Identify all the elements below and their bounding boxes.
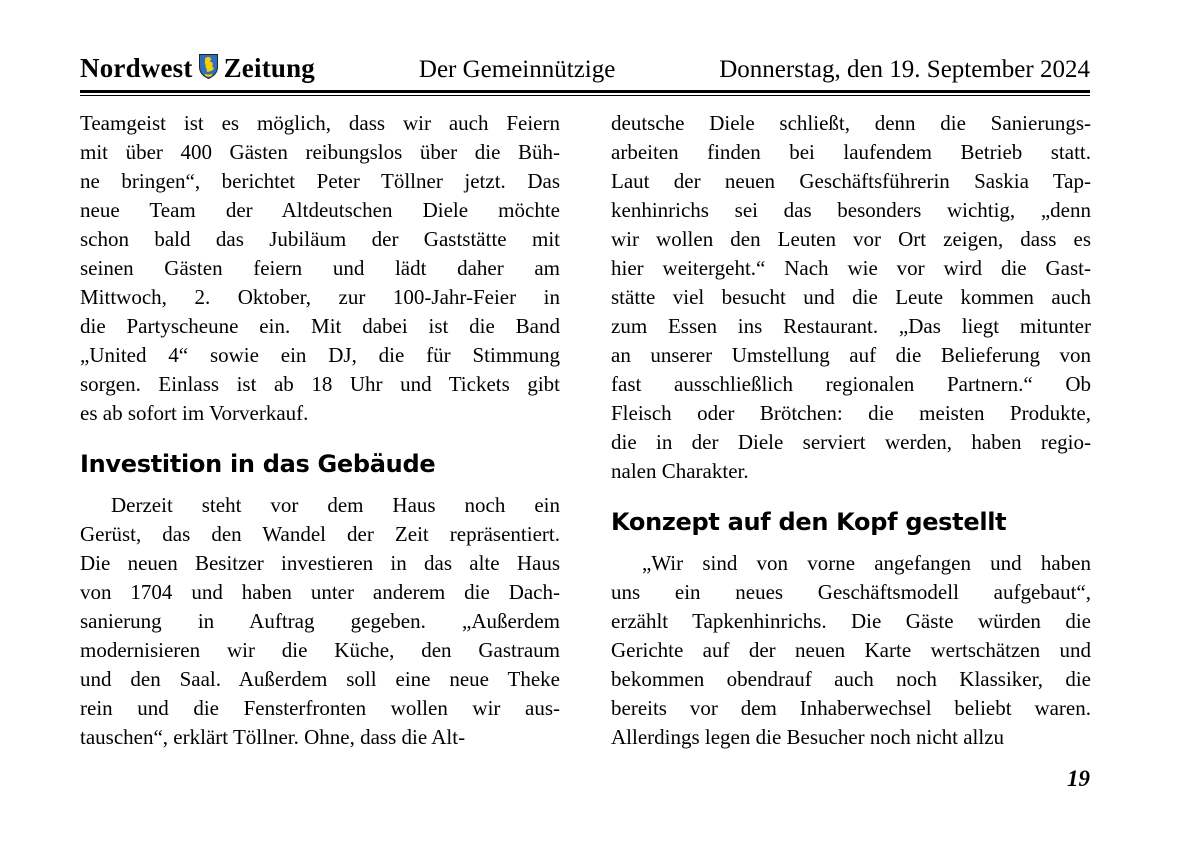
text-line: seinen Gästen feiern und lädt daher am xyxy=(80,256,560,280)
text-line: Mittwoch, 2. Oktober, zur 100-Jahr-Feier in xyxy=(80,285,560,309)
text-line: und den Saal. Außerdem soll eine neue Theke xyxy=(80,667,560,691)
text-line: sanierung in Auftrag gegeben. „Außerdem xyxy=(80,609,560,633)
page-number: 19 xyxy=(1067,766,1090,791)
text-line: deutsche Diele schließt, denn die Sanierungs- xyxy=(611,111,1091,135)
text-line: ne bringen“, berichtet Peter Töllner jetzt. Das xyxy=(80,169,560,193)
masthead-right: Zeitung xyxy=(223,53,316,83)
text-line: bereits vor dem Inhaberwechsel beliebt waren. xyxy=(611,696,1091,720)
section-heading: Investition in das Gebäude xyxy=(80,450,436,478)
paragraph xyxy=(80,491,560,752)
text-line: fast ausschließlich regionalen Partnern.“ Ob xyxy=(611,372,1091,396)
masthead xyxy=(80,50,315,84)
text-line: erzählt Tapkenhinrichs. Die Gäste würden die xyxy=(611,609,1091,633)
paragraph xyxy=(611,109,1091,486)
header-date: Donnerstag, den 19. September 2024 xyxy=(719,56,1090,83)
text-line: die in der Diele serviert werden, haben regio- xyxy=(611,430,1091,454)
text-line: schon bald das Jubiläum der Gaststätte mit xyxy=(80,227,560,251)
text-line: rein und die Fensterfronten wollen wir aus- xyxy=(80,696,560,720)
section-heading: Konzept auf den Kopf gestellt xyxy=(611,508,1007,536)
text-line: die Partyscheune ein. Mit dabei ist die Band xyxy=(80,314,560,338)
text-line: Teamgeist ist es möglich, dass wir auch Feiern xyxy=(80,111,560,135)
article-columns xyxy=(80,109,1090,752)
column-right xyxy=(611,109,1091,752)
text-line: „United 4“ sowie ein DJ, die für Stimmung xyxy=(80,343,560,367)
page-header xyxy=(80,50,1090,84)
text-line: Gerichte auf der neuen Karte wertschätzen und xyxy=(611,638,1091,662)
paragraph xyxy=(611,549,1091,752)
coat-of-arms-crest-icon xyxy=(198,53,219,87)
text-line: „Wir sind von vorne angefangen und haben xyxy=(642,551,1091,575)
text-line: Gerüst, das den Wandel der Zeit repräsentiert. xyxy=(80,522,560,546)
paragraph xyxy=(80,109,560,428)
text-line: sorgen. Einlass ist ab 18 Uhr und Tickets gibt xyxy=(80,372,560,396)
text-line: modernisieren wir die Küche, den Gastraum xyxy=(80,638,560,662)
text-line: neue Team der Altdeutschen Diele möchte xyxy=(80,198,560,222)
column-left xyxy=(80,109,560,752)
text-line: bekommen obendrauf auch noch Klassiker, die xyxy=(611,667,1091,691)
text-line: uns ein neues Geschäftsmodell aufgebaut“, xyxy=(611,580,1091,604)
header-divider-rule xyxy=(80,90,1090,96)
text-line: Laut der neuen Geschäftsführerin Saskia Tap- xyxy=(611,169,1091,193)
text-line: Allerdings legen die Besucher noch nicht allzu xyxy=(611,725,1005,749)
text-line: wir wollen den Leuten vor Ort zeigen, dass es xyxy=(611,227,1091,251)
text-line: es ab sofort im Vorverkauf. xyxy=(80,401,309,425)
text-line: zum Essen ins Restaurant. „Das liegt mitunter xyxy=(611,314,1091,338)
text-line: stätte viel besucht und die Leute kommen auch xyxy=(611,285,1091,309)
text-line: nalen Charakter. xyxy=(611,459,749,483)
text-line: mit über 400 Gästen reibungslos über die Büh- xyxy=(80,140,560,164)
text-line: hier weitergeht.“ Nach wie vor wird die Gast- xyxy=(611,256,1091,280)
text-line: tauschen“, erklärt Töllner. Ohne, dass die Alt- xyxy=(80,725,466,749)
text-line: kenhinrichs sei das besonders wichtig, „denn xyxy=(611,198,1091,222)
text-line: von 1704 und haben unter anderem die Dach- xyxy=(80,580,560,604)
text-line: Fleisch oder Brötchen: die meisten Produkte, xyxy=(611,401,1091,425)
masthead-left: Nordwest xyxy=(80,53,193,83)
text-line: Derzeit steht vor dem Haus noch ein xyxy=(111,493,560,517)
text-line: an unserer Umstellung auf die Belieferung von xyxy=(611,343,1091,367)
edition-title: Der Gemeinnützige xyxy=(418,56,616,83)
text-line: Die neuen Besitzer investieren in das alte Haus xyxy=(80,551,560,575)
text-line: arbeiten finden bei laufendem Betrieb statt. xyxy=(611,140,1091,164)
